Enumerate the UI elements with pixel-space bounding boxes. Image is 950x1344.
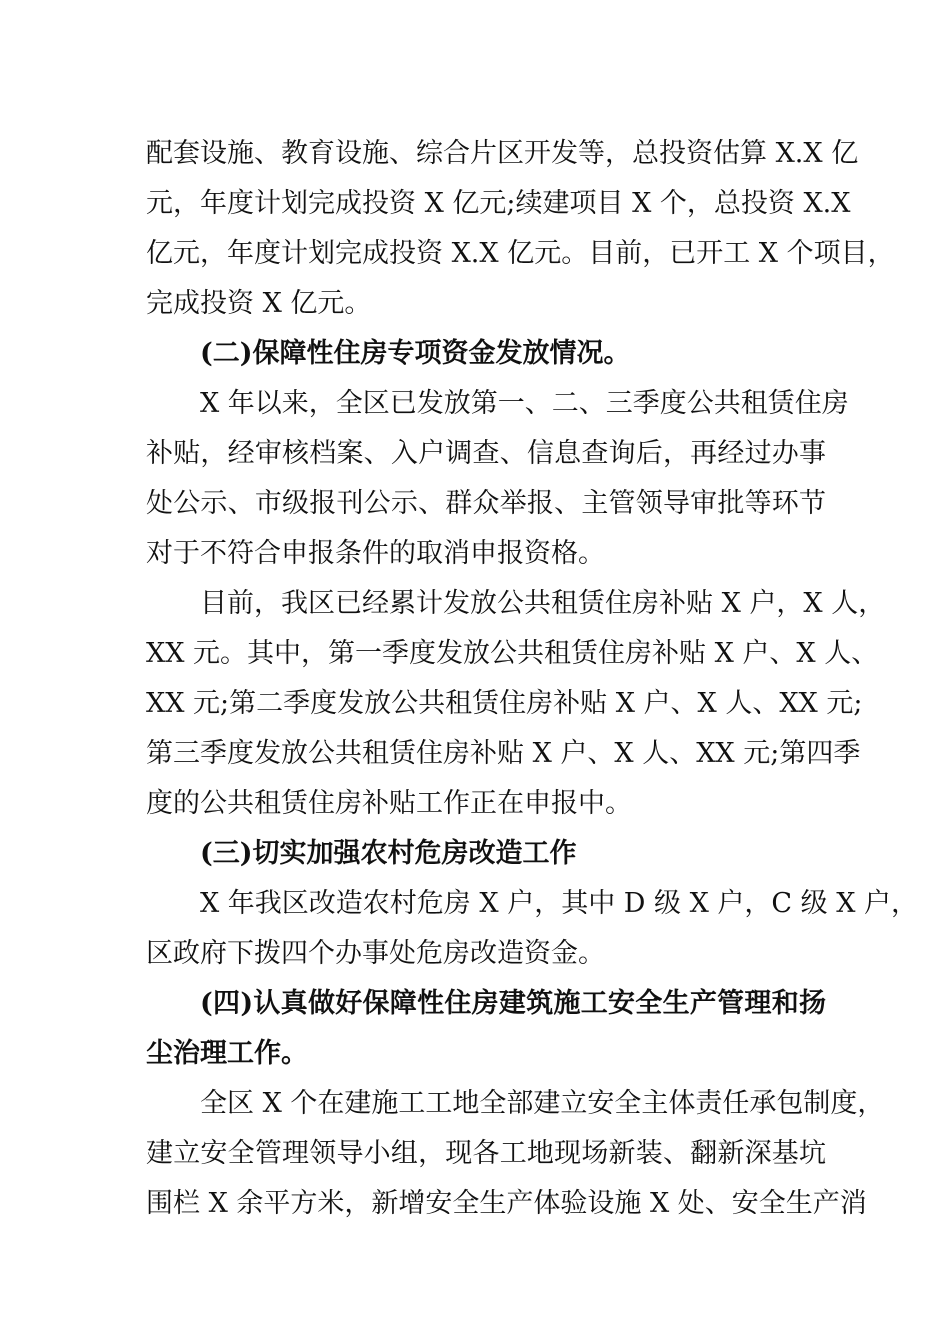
section-heading-2 bbox=[146, 329, 826, 379]
heading-text: (四)认真做好保障性住房建筑施工安全生产管理和扬 bbox=[200, 988, 826, 1019]
heading-text: (二)保障性住房专项资金发放情况。 bbox=[200, 338, 631, 369]
text-line: 补贴，经审核档案、入户调查、信息查询后，再经过办事 bbox=[146, 438, 826, 469]
paragraph-subsidy-process bbox=[146, 379, 849, 579]
text-line: 第三季度发放公共租赁住房补贴 X 户、X 人、XX 元;第四季 bbox=[146, 738, 861, 769]
paragraph-subsidy-totals bbox=[146, 579, 886, 829]
text-line: 全区 X 个在建施工工地全部建立安全主体责任承包制度， bbox=[200, 1088, 885, 1119]
paragraph-construction-safety bbox=[146, 1079, 885, 1229]
paragraph-rural-housing bbox=[146, 879, 919, 979]
heading-text: 尘治理工作。 bbox=[146, 1038, 308, 1069]
text-line: X 年以来，全区已发放第一、二、三季度公共租赁住房 bbox=[200, 388, 849, 419]
text-line: 目前，我区已经累计发放公共租赁住房补贴 X 户，X 人， bbox=[200, 588, 886, 619]
text-line: XX 元;第二季度发放公共租赁住房补贴 X 户、X 人、XX 元; bbox=[146, 688, 863, 719]
text-line: 处公示、市级报刊公示、群众举报、主管领导审批等环节 bbox=[146, 488, 826, 519]
section-heading-4 bbox=[146, 979, 826, 1079]
text-line: 度的公共租赁住房补贴工作正在申报中。 bbox=[146, 788, 632, 819]
text-line: 亿元，年度计划完成投资 X.X 亿元。目前，已开工 X 个项目， bbox=[146, 238, 895, 269]
text-line: 区政府下拨四个办事处危房改造资金。 bbox=[146, 938, 605, 969]
text-line: 完成投资 X 亿元。 bbox=[146, 288, 372, 319]
text-line: 围栏 X 余平方米，新增安全生产体验设施 X 处、安全生产消 bbox=[146, 1188, 867, 1219]
paragraph-investment bbox=[146, 129, 895, 329]
text-line: XX 元。其中，第一季度发放公共租赁住房补贴 X 户、X 人、 bbox=[146, 638, 879, 669]
heading-text: (三)切实加强农村危房改造工作 bbox=[200, 838, 577, 869]
text-line: 建立安全管理领导小组，现各工地现场新装、翻新深基坑 bbox=[146, 1138, 826, 1169]
text-line: 对于不符合申报条件的取消申报资格。 bbox=[146, 538, 605, 569]
text-line: X 年我区改造农村危房 X 户，其中 D 级 X 户，C 级 X 户， bbox=[200, 888, 919, 919]
text-line: 配套设施、教育设施、综合片区开发等，总投资估算 X.X 亿 bbox=[146, 138, 859, 169]
document-body bbox=[146, 129, 919, 1229]
text-line: 元，年度计划完成投资 X 亿元;续建项目 X 个，总投资 X.X bbox=[146, 188, 851, 219]
section-heading-3 bbox=[146, 829, 826, 879]
